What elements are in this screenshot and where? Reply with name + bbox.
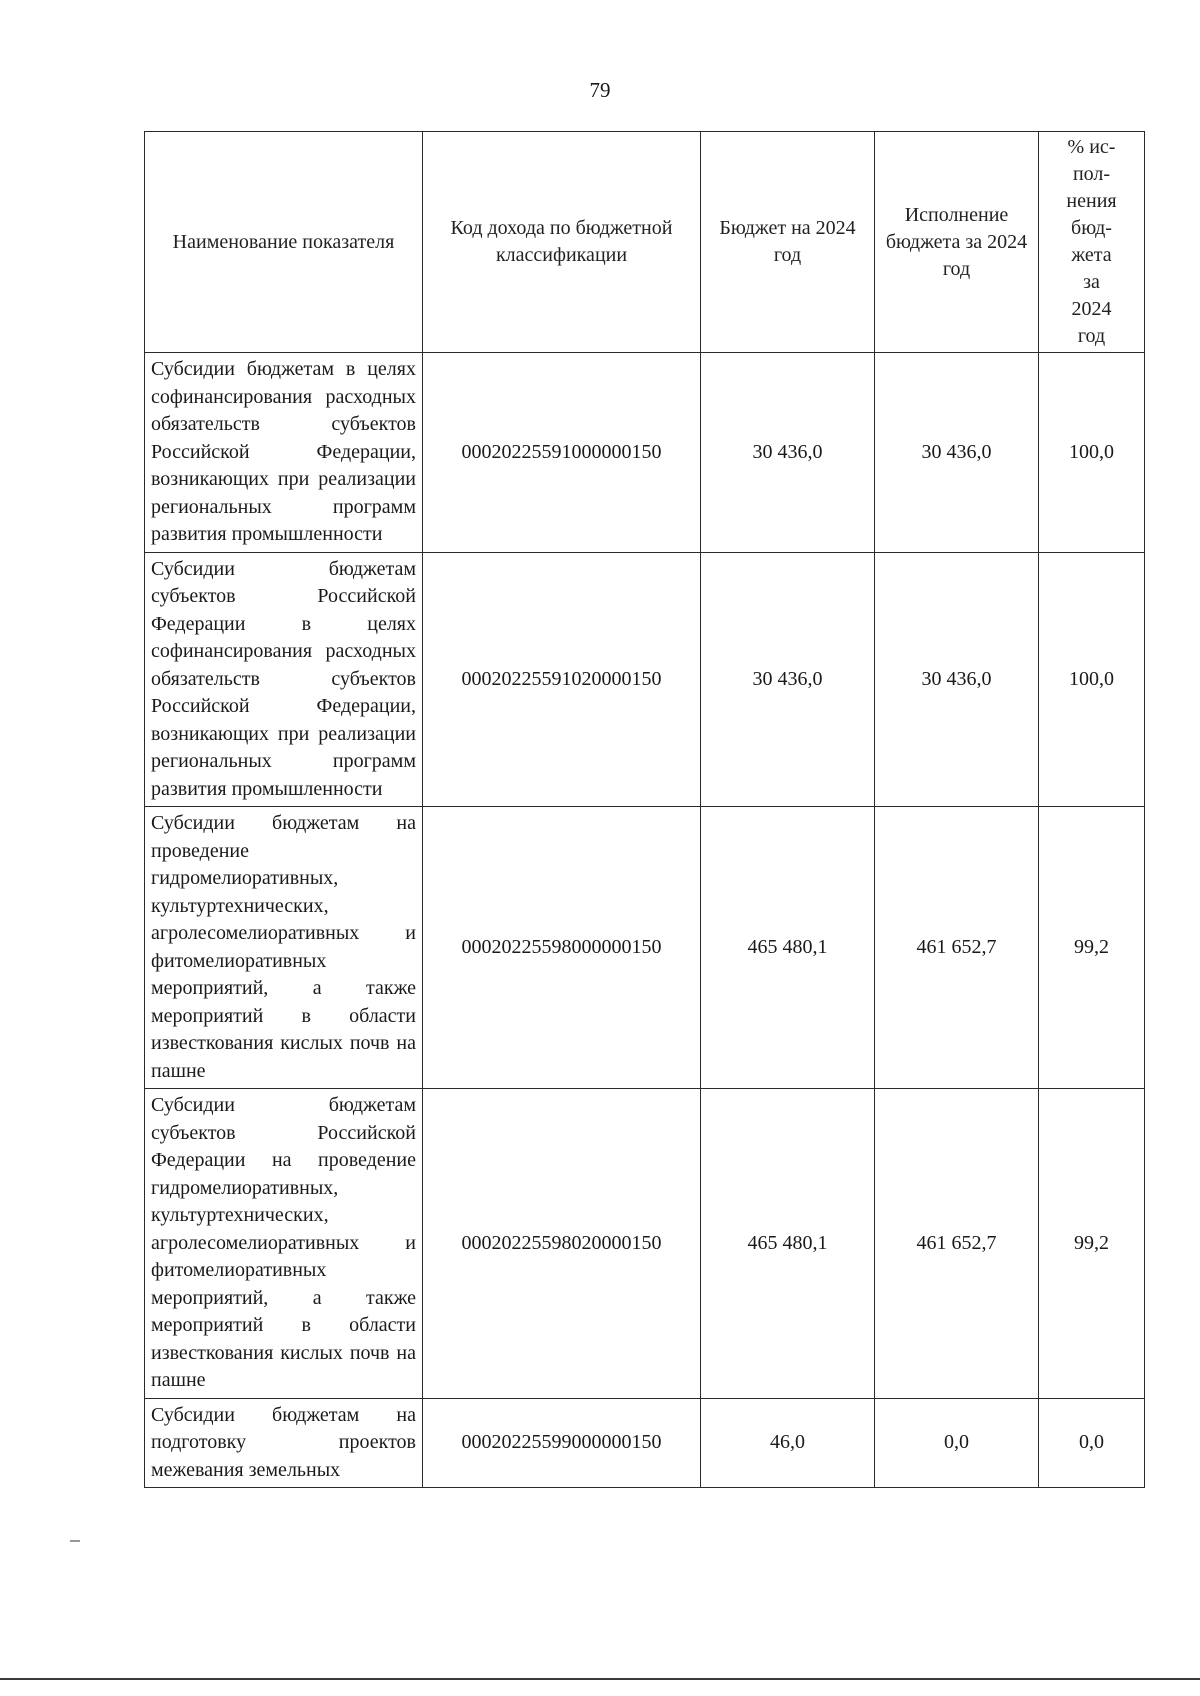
table-row xyxy=(145,353,1145,553)
row-code: 00020225591000000150 xyxy=(423,353,701,553)
row-percent: 99,2 xyxy=(1039,1089,1145,1399)
row-percent: 100,0 xyxy=(1039,552,1145,807)
header-budget: Бюджет на 2024 год xyxy=(701,132,875,353)
row-name: Субсидии бюджетам на проведение гидромелиоративных, культуртехнических, агролесомелиоративных и фитомелиоративных мероприятий, а также мероприятий в области известкования кислых почв на пашне xyxy=(145,807,423,1089)
row-code: 00020225598020000150 xyxy=(423,1089,701,1399)
row-name: Субсидии бюджетам субъектов Российской Федерации на проведение гидромелиоративных, культуртехнических, агролесомелиоративных и фитомелиоративных мероприятий, а также мероприятий в области известкования кислых почв на пашне xyxy=(145,1089,423,1399)
header-code: Код дохода по бюджетной классификации xyxy=(423,132,701,353)
row-execution: 30 436,0 xyxy=(875,552,1039,807)
row-percent: 99,2 xyxy=(1039,807,1145,1089)
header-execution: Исполнение бюджета за 2024 год xyxy=(875,132,1039,353)
row-name: Субсидии бюджетам субъектов Российской Федерации в целях софинансирования расходных обязательств субъектов Российской Федерации, возникающих при реализации региональных программ развития промышленности xyxy=(145,552,423,807)
row-budget: 46,0 xyxy=(701,1398,875,1488)
row-budget: 465 480,1 xyxy=(701,807,875,1089)
header-name: Наименование показателя xyxy=(145,132,423,353)
row-execution: 461 652,7 xyxy=(875,807,1039,1089)
table-row xyxy=(145,807,1145,1089)
page-number: 79 xyxy=(589,78,611,102)
row-execution: 0,0 xyxy=(875,1398,1039,1488)
row-name: Субсидии бюджетам на подготовку проектов межевания земельных xyxy=(145,1398,423,1488)
row-budget: 465 480,1 xyxy=(701,1089,875,1399)
row-code: 00020225591020000150 xyxy=(423,552,701,807)
page-bottom-edge xyxy=(0,1678,1200,1680)
row-percent: 100,0 xyxy=(1039,353,1145,553)
scan-artifact xyxy=(70,1540,80,1542)
row-execution: 30 436,0 xyxy=(875,353,1039,553)
row-budget: 30 436,0 xyxy=(701,552,875,807)
row-name: Субсидии бюджетам в целях софинансирования расходных обязательств субъектов Российской Федерации, возникающих при реализации региональных программ развития промышленности xyxy=(145,353,423,553)
table-row xyxy=(145,1398,1145,1488)
header-percent: % ис- пол- нения бюд- жета за 2024 год xyxy=(1039,132,1145,353)
table-row xyxy=(145,1089,1145,1399)
table-header-row xyxy=(145,132,1145,353)
budget-execution-table xyxy=(144,131,1145,1488)
row-code: 00020225598000000150 xyxy=(423,807,701,1089)
row-percent: 0,0 xyxy=(1039,1398,1145,1488)
table-row xyxy=(145,552,1145,807)
row-execution: 461 652,7 xyxy=(875,1089,1039,1399)
row-code: 00020225599000000150 xyxy=(423,1398,701,1488)
row-budget: 30 436,0 xyxy=(701,353,875,553)
